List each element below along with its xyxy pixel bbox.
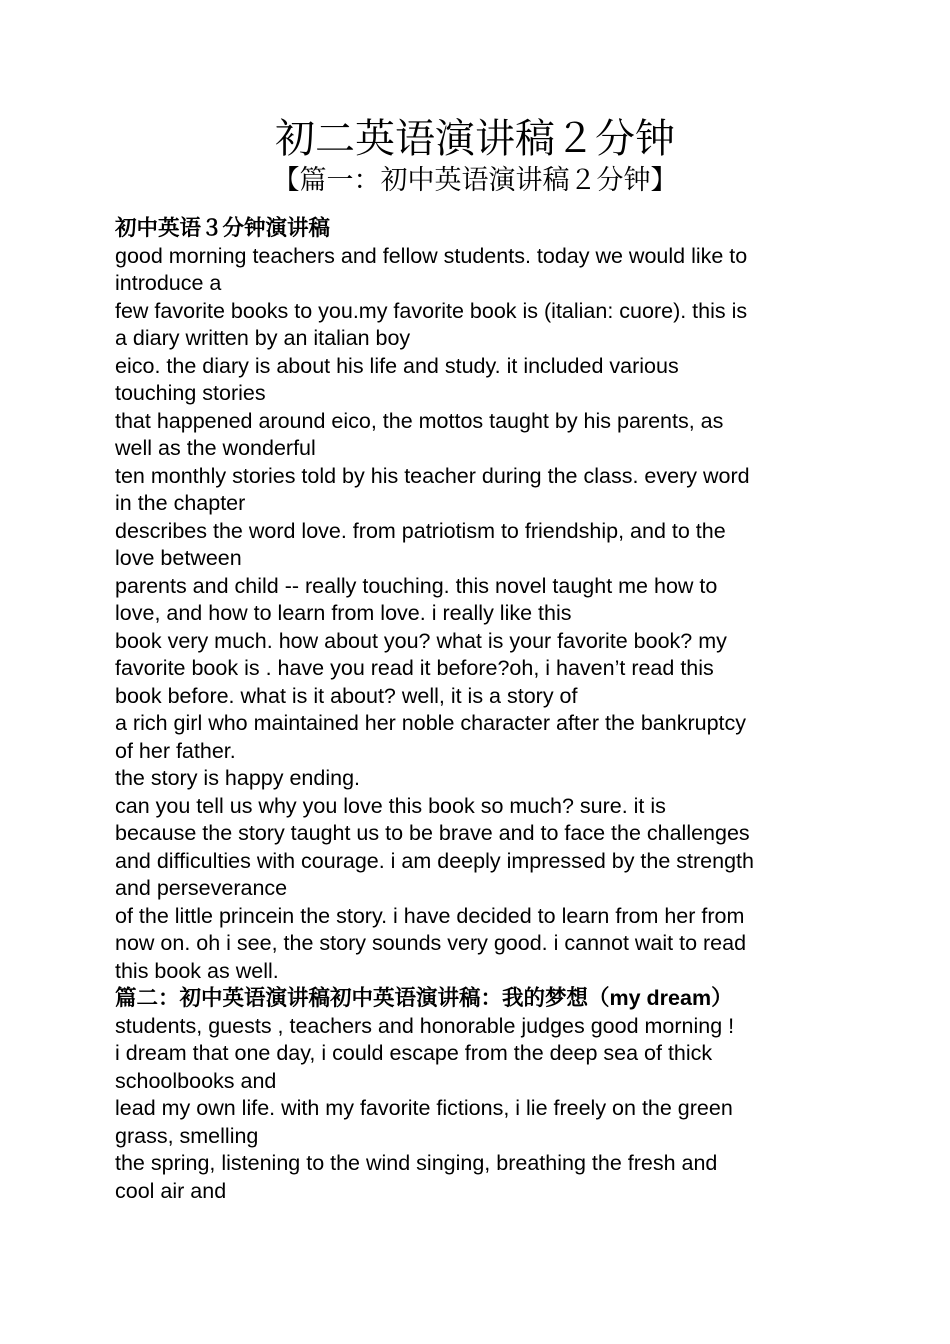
text-line: book before. what is it about? well, it is a story of (115, 683, 578, 708)
text-line: of her father. (115, 738, 236, 763)
text-line: love, and how to learn from love. i really like this (115, 601, 572, 625)
text-line: book very much. how about you? what is your favorite book? my (115, 628, 727, 653)
text-line: parents and child -- really touching. this novel taught me how to (115, 573, 718, 598)
text-line: schoolbooks and (115, 1068, 277, 1093)
text-line: love between (115, 546, 242, 570)
text-line: that happened around eico, the mottos taught by his parents, as (115, 408, 724, 433)
document-title: 初二英语演讲稿２分钟 (275, 116, 675, 162)
text-line: and perseverance (115, 876, 288, 900)
text-line: introduce a (115, 271, 222, 295)
text-line: favorite book is . have you read it before?oh, i haven’t read this (115, 656, 714, 680)
text-line: describes the word love. from patriotism to friendship, and to the (115, 518, 726, 543)
text-line: touching stories (115, 381, 266, 405)
text-line: few favorite books to you.my favorite book is (italian: cuore). this is (115, 298, 748, 323)
section-heading: 篇二：初中英语演讲稿初中英语演讲稿：我的梦想（my dream） (115, 986, 733, 1010)
text-line: in the chapter (115, 491, 246, 515)
text-line: well as the wonderful (115, 436, 316, 460)
text-line: now on. oh i see, the story sounds very good. i cannot wait to read (115, 931, 747, 955)
text-line: of the little princein the story. i have decided to learn from her from (115, 903, 745, 928)
text-line: good morning teachers and fellow students. today we would like to (115, 243, 748, 268)
text-line: eico. the diary is about his life and study. it included various (115, 353, 679, 378)
text-line: the spring, listening to the wind singing, breathing the fresh and (115, 1151, 718, 1175)
text-line: the story is happy ending. (115, 766, 361, 790)
text-line: and difficulties with courage. i am deeply impressed by the strength (115, 848, 754, 873)
body-text (115, 215, 845, 1205)
text-line: this book as well. (115, 958, 279, 983)
text-line: a diary written by an italian boy (115, 326, 411, 350)
text-line: lead my own life. with my favorite fictions, i lie freely on the green (115, 1096, 733, 1120)
text-line: because the story taught us to be brave and to face the challenges (115, 821, 750, 845)
text-line: a rich girl who maintained her noble character after the bankruptcy (115, 711, 747, 735)
section-heading: 初中英语３分钟演讲稿 (115, 216, 331, 240)
text-line: can you tell us why you love this book so much? sure. it is (115, 793, 666, 818)
text-line: i dream that one day, i could escape from the deep sea of thick (115, 1041, 713, 1065)
text-line: cool air and (115, 1178, 227, 1203)
text-line: ten monthly stories told by his teacher during the class. every word (115, 463, 750, 488)
text-line: grass, smelling (115, 1123, 259, 1148)
section-subtitle: 【篇一：初中英语演讲稿２分钟】 (272, 165, 678, 196)
text-line: students, guests , teachers and honorable judges good morning ! (115, 1013, 735, 1038)
